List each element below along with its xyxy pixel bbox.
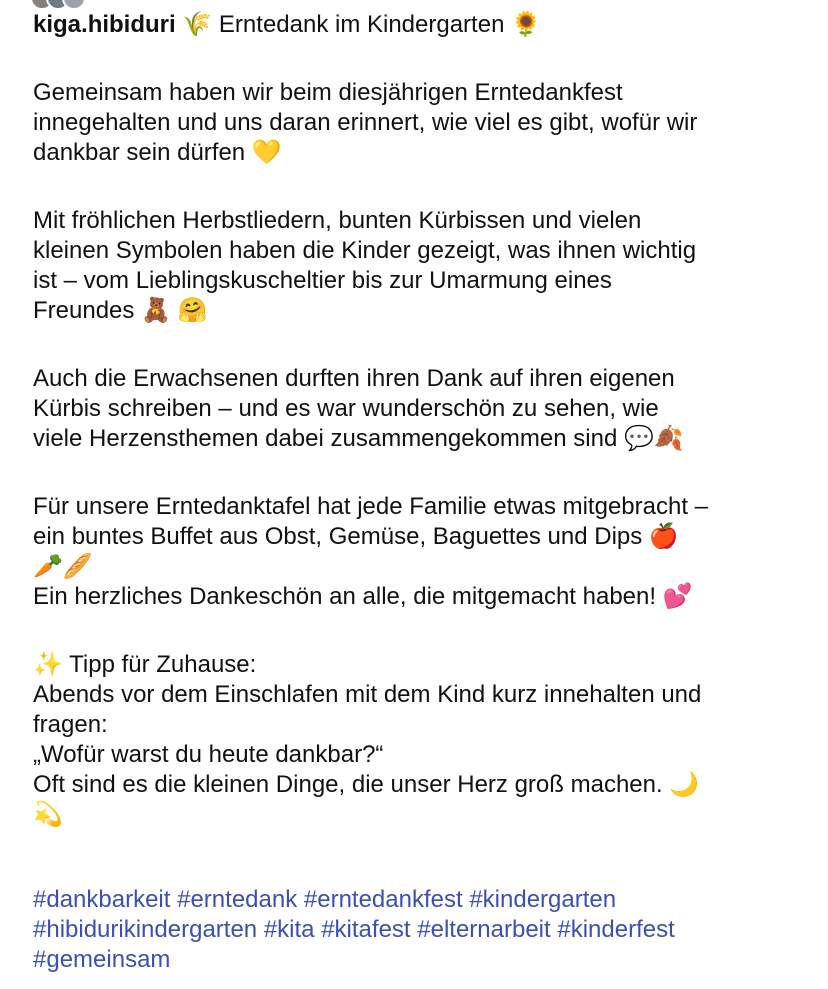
caption-line: kleinen Symbolen haben die Kinder gezeigt, was ihnen wichtig [33, 237, 697, 264]
hashtag-link[interactable]: #kita [263, 916, 315, 943]
caption-paragraph [33, 650, 803, 830]
hashtag-link[interactable]: #hibidurikindergarten [33, 916, 258, 943]
liker-avatars[interactable] [30, 0, 78, 6]
caption-paragraph [33, 78, 803, 168]
caption-line: ein buntes Buffet aus Obst, Gemüse, Baguettes und Dips 🍎 [33, 523, 679, 550]
caption-line: Oft sind es die kleinen Dinge, die unser Herz groß machen. 🌙 [33, 771, 700, 798]
hashtag-link[interactable]: #gemeinsam [33, 946, 171, 973]
caption-line: Ein herzliches Dankeschön an alle, die mitgemacht haben! 💕 [33, 583, 693, 610]
hashtag-line [33, 915, 803, 945]
caption-line: dankbar sein dürfen 💛 [33, 139, 282, 166]
caption-line: viele Herzensthemen dabei zusammengekommen sind 💬🍂 [33, 425, 684, 452]
caption-line: „Wofür warst du heute dankbar?“ [33, 741, 384, 768]
hashtag-link[interactable]: #kindergarten [469, 886, 617, 913]
hashtag-line [33, 885, 803, 915]
caption-line: innegehalten und uns daran erinnert, wie viel es gibt, wofür wir [33, 109, 698, 136]
caption-line: fragen: [33, 711, 108, 738]
hashtag-link[interactable]: #kinderfest [557, 916, 675, 943]
caption-line: Freundes 🧸 🤗 [33, 297, 208, 324]
caption-line: Für unsere Erntedanktafel hat jede Familie etwas mitgebracht – [33, 493, 709, 520]
caption-line: ist – vom Lieblingskuscheltier bis zur Umarmung eines [33, 267, 612, 294]
hashtag-link[interactable]: #erntedank [177, 886, 298, 913]
post-caption [33, 9, 803, 830]
caption-line: 💫 [33, 801, 63, 828]
hashtag-link[interactable]: #elternarbeit [417, 916, 551, 943]
caption-paragraph [33, 364, 803, 454]
caption-paragraph [33, 206, 803, 326]
username-link[interactable]: kiga.hibiduri [33, 11, 176, 38]
caption-line: Auch die Erwachsenen durften ihren Dank auf ihren eigenen [33, 365, 675, 392]
sunflower-emoji: 🌻 [511, 10, 541, 38]
caption-line: Kürbis schreiben – und es war wunderschön zu sehen, wie [33, 395, 659, 422]
caption-paragraph [33, 492, 803, 612]
sheaf-of-rice-emoji: 🌾 [182, 10, 213, 38]
caption-line: Mit fröhlichen Herbstliedern, bunten Kürbissen und vielen [33, 207, 642, 234]
post-title: Erntedank im Kindergarten [218, 11, 505, 38]
hashtag-line [33, 945, 803, 975]
caption-line: 🥕🥖 [33, 553, 93, 580]
caption-header [33, 9, 803, 40]
caption-line: Abends vor dem Einschlafen mit dem Kind kurz innehalten und [33, 681, 702, 708]
hashtag-link[interactable]: #erntedankfest [303, 886, 463, 913]
caption-line: Gemeinsam haben wir beim diesjährigen Erntedankfest [33, 79, 623, 106]
hashtag-link[interactable]: #dankbarkeit [33, 886, 171, 913]
hashtag-list [33, 885, 803, 975]
hashtag-link[interactable]: #kitafest [321, 916, 411, 943]
caption-line: ✨ Tipp für Zuhause: [33, 651, 257, 678]
